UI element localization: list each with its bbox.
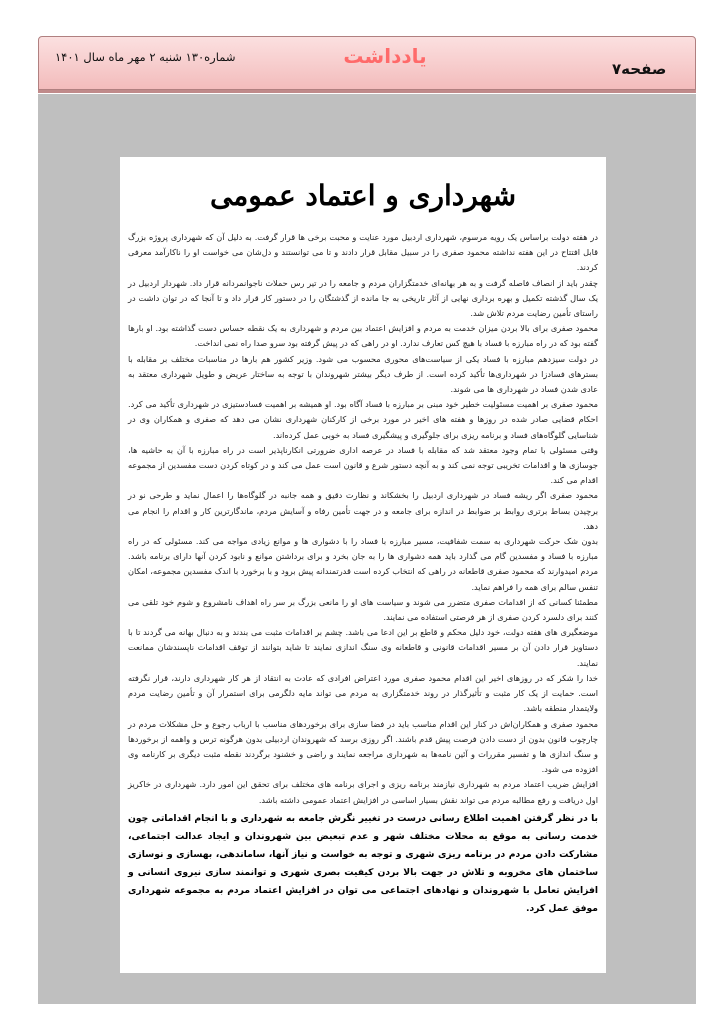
paragraph: مطمئنا کسانی که از اقدامات صفری متضرر می شوند و سیاست های او را مانعی بزرگ بر سر راه اهداف نامشروع و شوم خود تلقی می کنند برای دلسرد کردن صفری از هر فرصتی استفاده می نمایند. [128, 596, 598, 623]
paragraph: در هفته دولت براساس یک رویه مرسوم، شهرداری اردبیل مورد عنایت و محبت برخی ها قرار گرفت. به دلیل آن که شهرداری پروژه بزرگ قابل افتتاح در این هفته نداشته محمود صفری را در سبیل مقابل قرار دادند و تا می توانستند و دل‌شان می خواست او را ناکارآمد معرفی کردند. [128, 232, 598, 273]
section-label: یادداشت [343, 44, 427, 68]
paragraph: چقدر باید از انصاف فاصله گرفت و به هر بهانه‌ای خدمتگزاران مردم و جامعه را در تیر رس حملات ناجوانمردانه قرار داد. شهردار اردبیل در یک سال گذشته تکمیل و بهره برداری نهایی از آثار تاریخی به جا مانده از گذشتگان را در دستور کار قرار داد و تا آنجا که در توان داشت در راستای تأمین رضایت مردم تلاش شد. [128, 277, 598, 319]
article-body [128, 230, 598, 918]
header-divider [38, 90, 696, 93]
paragraph: محمود صفری اگر ریشه فساد در شهرداری اردبیل را بخشکاند و نظارت دقیق و همه جانبه در گلوگاه‌ها را اعمال نماید و طرحی نو در برچیدن بساط برتری روابط بر ضوابط در اندازه برای جامعه و در جهت تأمین رفاه و آسایش مردم، ماندگارترین کار و اقدام را انجام می دهد. [128, 490, 598, 531]
page-number: صفحه۷ [612, 60, 667, 78]
article-title: شهرداری و اعتماد عمومی [209, 179, 517, 212]
paragraph: محمود صفری برای بالا بردن میزان خدمت به مردم و افزایش اعتماد بین مردم و شهرداری به یک نقطه حساس دست گذاشته بود. او بارها گفته بود که در راه مبارزه با فساد با هیچ کس تعارف ندارد. او در راهی که در پیش گرفته بود سرو صدا راه نمی انداخت. [128, 323, 598, 349]
paragraph: خدا را شکر که در روزهای اخیر این اقدام محمود صفری مورد اعتراض افرادی که عادت به انتقاد از هر کار شهرداری دارند، قرار نگرفته است. حمایت از یک کار مثبت و تأثیرگذار در روند خدمتگزاری به مردم می تواند مایه دلگرمی برای استمرار آن و تأمین رضایت مردم ولایتمدار منطقه باشد. [128, 672, 598, 714]
article [120, 157, 606, 973]
paragraph: افزایش ضریب اعتماد مردم به شهرداری نیازمند برنامه ریزی و اجرای برنامه های مختلف برای تحقق این امور دارد. شهرداری در خاکریز اول دریافت و رفع مطالبه مردم می تواند نقش بسیار اساسی در افزایش اعتماد عمومی داشته باشد. [128, 779, 598, 805]
paragraph: بدون شک حرکت شهرداری به سمت شفافیت، مسیر مبارزه با فساد را با دشواری ها و موانع زیادی مواجه می کند. مسئولی که در راه مبارزه با فساد و مفسدین گام می گذارد باید همه دشواری ها را به جان بخرد و برای برداشتن موانع و نابود کردن آنها دارای برنامه باشد. مردم امیدوارند که محمود صفری قاطعانه در راهی که انتخاب کرده است قدرتمندانه پیش برود و با برخورد با اندک مفسدین مجموعه، امکان تنفس سالم برای همه را فراهم نماید. [128, 536, 598, 592]
paragraph: محمود صفری و همکاران‌اش در کنار این اقدام مناسب باید در فضا سازی برای برخوردهای مناسب با ارباب رجوع و حل مشکلات مردم در چارچوب قانون بدون از دست دادن فرصت پیش قدم باشند. اگر روزی برسد که شهروندان اردبیلی بدون هرگونه ترس و واهمه از برخوردها و سنگ اندازی ها و تفسیر مقررات و آئین نامه‌ها به شهرداری مراجعه نمایند و راضی و خشنود برگردند نقطه مثبت دیگری بر کارنامه وی افزوده می شود. [128, 718, 598, 775]
closing-paragraph: با در نظر گرفتن اهمیت اطلاع رسانی درست در تغییر نگرش جامعه به شهرداری و با انجام اقداماتی چون خدمت رسانی به موقع به محلات مختلف شهر و عدم تبعیض بین شهروندان و ایجاد عدالت اجتماعی، مشارکت دادن مردم در برنامه ریزی شهری و توجه به خواست و نیاز آنها، ساماندهی، بهسازی و نوسازی ساختمان های مخروبه و تلاش در جهت بالا بردن کیفیت بصری شهری و توانمند سازی نیروی انسانی و افزایش تعامل با شهروندان و نهادهای اجتماعی می توان در افزایش اعتماد مردم به مجموعه شهرداری موفق عمل کرد. [128, 812, 598, 914]
paragraph: موضعگیری های هفته دولت، خود دلیل محکم و قاطع بر این ادعا می باشد. چشم بر اقدامات مثبت می بندند و به دنبال بهانه می گردند تا با دستاویز قرار دادن آن بر مسیر اقدامات قانونی و قاطعانه وی سنگ اندازی نمایند تا شاید بتوانند از توقف اقدامات ناپسندشان ممانعت نمایند. [128, 627, 598, 668]
issue-line: شماره۱۳۰ شنبه ۲ مهر ماه سال ۱۴۰۱ [55, 50, 236, 64]
paragraph: وقتی مسئولی با تمام وجود معتقد شد که مقابله با فساد در عرصه اداری ضرورتی انکارناپذیر است در راه مبارزه با آن به حاشیه ها، جوسازی ها و اقدامات تخریبی توجه نمی کند و به آنچه دستور شرع و قانون است عمل می کند و در کوتاه کردن دست مفسدین از مجموعه اقدام می کند. [128, 444, 598, 486]
paragraph: در دولت سیزدهم مبارزه با فساد یکی از سیاست‌های محوری محسوب می شود. وزیر کشور هم بارها در مناسبات مختلف بر مقابله با بسترهای فسادزا در شهرداری‌ها تأکید کرده است. از طرف دیگر بیشتر شهروندان با توجه به ساختار عریض و طویل شهرداری معتقد به عادی شدن فساد در شهرداری ها می شوند. [128, 353, 598, 395]
paragraph: محمود صفری بر اهمیت مسئولیت خطیر خود مبنی بر مبارزه با فساد آگاه بود. او همیشه بر اهمیت فسادستیزی در شهرداری تأکید می کرد. احکام قضایی صادر شده در روزها و هفته های اخیر در مورد برخی از کارکنان شهرداری نشان می دهد که صفری و همکاران وی در شناسایی گلوگاه‌های فساد و برنامه ریزی برای جلوگیری و پیشگیری فساد به خوبی عمل کرده‌اند. [128, 399, 598, 440]
